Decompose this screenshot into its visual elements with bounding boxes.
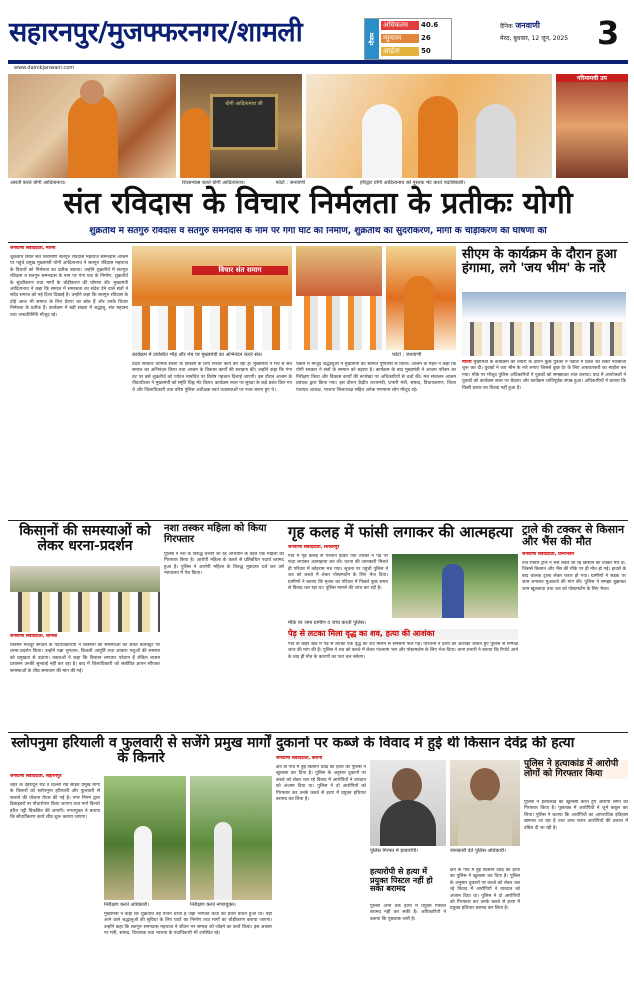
side-tag: गरिमामयी उप [556, 74, 628, 82]
arrest-headline: पुलिस ने हत्याकांड में आरोपी लोगों को गिरफ्तार किया [524, 760, 628, 779]
jai-bhim-body [462, 360, 626, 518]
photo-caption: निरीक्षण करते नगरायुक्त। [190, 902, 236, 908]
banner: विचार संत समाग [192, 266, 288, 275]
lead-subhead: शुक्रतीर्थ में सतगुरु रविदास व सतगुरु समनदास के नाम पर गंगा घाट का निर्माण, शुक्रतीर्थ का सुंदरीकरण, मार्गों के चौड़ीकरण की घोषणा की [89, 227, 547, 236]
weather-value: 40.6 [421, 21, 439, 29]
farmers-headline: किसानों की समस्याओं को लेकर धरना-प्रदर्शन [19, 523, 151, 555]
section-divider [8, 520, 628, 521]
person-figure [476, 104, 516, 178]
photo-aarti [8, 74, 176, 178]
greenery-more: मुख्यमंत्री ने कहा कि शुक्रतीर्थ वह पावन धरती है जहां भागवत कथा का प्रथम वाचन हुआ था। यहां आने वाले श्रद्धालुओं की सुविधा के लिए घाटों का निर्माण तथा मार्गों का चौड़ीकरण कराया जाएगा। उन्होंने कहा कि सतगुरु समनदास महाराज ने जीवन भर समाज को जोड़ने का कार्य किया। इस अवसर पर मंत्री, सांसद, विधायक तथा भाजपा के पदाधिकारी भी उपस्थित रहे। [104, 912, 272, 937]
paper-name: जनवाणी [515, 21, 540, 30]
person-figure [418, 96, 458, 178]
murder-sub-body: पुलिस अभी तक हत्या में प्रयुक्त पिस्टल बरामद नहीं कर सकी है। अधिकारियों ने बताया कि पूछताछ जारी है। [370, 904, 446, 922]
greenery-byline-row [10, 774, 100, 782]
crowd [296, 296, 382, 350]
photo-book-gift [306, 74, 552, 178]
weather-tag [365, 19, 379, 59]
murder-sub-headline: हत्यारोपी से हत्या में प्रयुक्त पिस्टल नहीं हो सका बरामद [370, 867, 433, 894]
photo-suicide [392, 554, 518, 618]
photo-side [556, 74, 628, 178]
photo-caption: निरीक्षण करते अधिकारी। [104, 902, 150, 908]
greenery-body: शहर के देहरादून रोड व दिल्ली रोड सहित प्रमुख मार्गों के किनारों को स्लोपनुमा हरियाली और फुलवारी से सजाने की योजना तैयार की गई है। नगर निगम द्वारा डिवाइडरों पर पौधारोपण किया जाएगा तथा मार्ग किनारे हरित पट्टी विकसित की जाएगी। नगरायुक्त ने बताया कि सौंदर्यीकरण कार्य शीघ्र शुरू कराया जाएगा। [10, 783, 100, 821]
person-head [470, 768, 500, 802]
person-figure [134, 826, 152, 900]
weather-value: 50 [421, 47, 431, 55]
accident-byline: जनवाणी संवाददाता, थानाभवन [522, 552, 575, 557]
photo-jai-bhim [462, 292, 626, 356]
photo-murder-accused [370, 760, 446, 846]
lead-headline: संत रविदास के विचार निर्मलता के प्रतीकः योगी [63, 186, 573, 221]
woman-body: पुलिस ने नशे के विरुद्ध चलाए जा रहे अभियान के तहत एक महिला को गिरफ्तार किया है। आरोपी महिला के कब्जे से प्रतिबंधित पदार्थ बरामद हुआ है। पुलिस ने आरोपी महिला के विरुद्ध मुकदमा दर्ज कर उसे न्यायालय में पेश किया। [164, 552, 284, 577]
suicide-sub-headline: पेड़ से लटका मिला वृद्ध का शव, हत्या की आशंका [288, 629, 518, 640]
person-figure [442, 564, 464, 618]
lead-side-body: पंडाल में मौजूद श्रद्धालुओं ने मुख्यमंत्री का स्वागत पुष्पवर्षा से किया। आश्रम के महंत ने कहा कि योगी सरकार ने संतों के सम्मान को बढ़ाया है। कार्यक्रम के बाद मुख्यमंत्री ने आश्रम परिसर का निरीक्षण किया और विकास कार्यों की रूपरेखा पर अधिकारियों से चर्चा की। मंच संचालन आश्रम प्रबंधक द्वारा किया गया। इस दौरान केंद्रीय राज्यमंत्री, प्रभारी मंत्री, सांसद, विधायकगण, जिला पंचायत अध्यक्ष, भाजपा जिलाध्यक्ष सहित अनेक गणमान्य लोग मौजूद रहे। [296, 362, 456, 393]
photo-caption: शिलान्यास करते योगी आदित्यनाथ। [182, 180, 245, 186]
farmers-byline: जनवाणी संवाददाता, शामली [10, 634, 58, 639]
person-figure [214, 822, 232, 900]
photo-foundation [180, 74, 302, 178]
photo-lead-event [132, 246, 292, 350]
crowd [462, 322, 626, 356]
crowd [132, 306, 292, 350]
masthead [0, 0, 634, 72]
murder-byline: जनवाणी संवाददाता, कैराना [276, 756, 323, 761]
suicide-byline-row [288, 545, 518, 553]
masthead-rule [8, 60, 628, 64]
farmers-byline-row [10, 634, 160, 642]
photo-caption: हरिद्वार योगी आदित्यनाथ को पुस्तक भेंट करते पदाधिकारी। [360, 180, 466, 186]
photo-caption: मौके पर जमा ग्रामीण व जांच करती पुलिस। [288, 620, 366, 626]
photo-murder-officer [450, 760, 520, 846]
paper-brand [500, 20, 540, 31]
weather-box [364, 18, 452, 60]
photo-greenery-2 [190, 776, 272, 900]
weather-label: न्यूनतम [381, 34, 419, 43]
photo-caption: कार्यक्रम में उपस्थित भीड़ और मंच पर मुख्यमंत्री का अभिनंदन करते संत। [132, 352, 263, 358]
greenery-headline: स्लोपनुमा हरियाली व फुलवारी से सजेंगे प्रमुख मार्गों के किनारे [11, 735, 271, 767]
murder-body: क्षेत्र के गांव में हुई किसान देवेंद्र की हत्या का पुलिस ने खुलासा कर दिया है। पुलिस के अनुसार दुकानों पर कब्जे को लेकर चल रहे विवाद में आरोपियों ने वारदात को अंजाम दिया था। पुलिस ने दो आरोपियों को गिरफ्तार कर उनके कब्जे से हत्या में प्रयुक्त हथियार बरामद कर लिया है। [276, 765, 366, 803]
accident-headline: ट्राले की टक्कर से किसान और भैंस की मौत [522, 523, 625, 548]
weather-row [381, 47, 449, 59]
weather-tag-label: मौसम [369, 32, 376, 46]
suicide-body: गांव में गृह कलह से परेशान होकर एक व्यक्ति ने पेड़ पर फंदा लगाकर आत्महत्या कर ली। घटना की जानकारी मिलते ही परिवार में कोहराम मच गया। सूचना पर पहुंची पुलिस ने शव को कब्जे में लेकर पोस्टमार्टम के लिए भेज दिया। ग्रामीणों ने बताया कि मृतक का परिवार में पिछले कुछ समय से विवाद चल रहा था। पुलिस मामले की जांच कर रही है। [288, 554, 388, 592]
weather-row [381, 34, 449, 46]
murder-more: क्षेत्र के गांव में हुई किसान देवेंद्र की हत्या का पुलिस ने खुलासा कर दिया है। पुलिस के अनुसार दुकानों पर कब्जे को लेकर चल रहे विवाद में आरोपियों ने वारदात को अंजाम दिया था। पुलिस ने दो आरोपियों को गिरफ्तार कर उनके कब्जे से हत्या में प्रयुक्त हथियार बरामद कर लिया है। [450, 868, 520, 912]
murder-byline-row [276, 756, 366, 764]
person-figure [458, 800, 512, 846]
photo-credit: फोटो : जनवाणी [392, 352, 422, 358]
dateline: मेरठ, बुधवार, 12 जून, 2025 [500, 35, 569, 42]
lead-byline-text: जनवाणी संवाददाता, मोरना [10, 246, 56, 251]
website: www.dainikjanwani.com [14, 65, 75, 71]
suicide-sub-body: गांव के बाहर खेत में पेड़ से लटका एक वृद्ध का शव मिलने से सनसनी फैल गई। परिजनों ने हत्या की आशंका जताते हुए पुलिस से निष्पक्ष जांच की मांग की है। पुलिस ने शव को कब्जे में लेकर पंचनामा भरा और पोस्टमार्टम के लिए भेज दिया। थाना प्रभारी ने बताया कि रिपोर्ट आने के बाद ही मौत के कारणों का पता चल सकेगा। [288, 642, 518, 660]
weather-row [381, 21, 449, 33]
weather-label: अधिकतम [381, 21, 419, 30]
suicide-byline: जनवाणी संवाददाता, शिकारपुर [288, 545, 340, 550]
section-divider [8, 242, 628, 243]
plaque-text: योगी आदित्यनाथ जी [225, 101, 263, 107]
jai-bhim-byline: मोरना [462, 360, 472, 365]
photo-greenery-1 [104, 776, 186, 900]
paper-prefix: दैनिक [500, 23, 513, 30]
page-title: सहारनपुर/मुजफ्फरनगर/शामली [9, 17, 303, 48]
person-head [80, 80, 104, 104]
photo-caption: जानकारी देते पुलिस अधिकारी। [450, 848, 506, 854]
photo-lead-stage [296, 246, 382, 350]
crowd [10, 592, 160, 632]
farmers-body: किसान मजदूर संगठन के पदाधिकारियों ने किसानों की समस्याओं को लेकर कलेक्ट्रेट पर धरना-प्रदर्शन किया। उन्होंने गन्ना भुगतान, बिजली आपूर्ति तथा आवारा पशुओं की समस्या को प्रमुखता से उठाया। वक्ताओं ने कहा कि किसान लगातार परेशान हैं लेकिन शासन प्रशासन उनकी सुनवाई नहीं कर रहा है। बाद में जिलाधिकारी को संबोधित ज्ञापन सौंपकर समस्याओं के शीघ्र समाधान की मांग की गई। [10, 643, 160, 674]
person-figure [404, 276, 434, 350]
plaque [210, 94, 278, 150]
lead-body: प्रदेश सरकार धार्मिक स्थलों के विकास के लिए निरंतर कार्य कर रही है। मुख्यमंत्री ने मंच से संत समाज का अभिनंदन किया तथा आश्रम के विकास कार्यों की सराहना की। उन्होंने कहा कि गंगा तट पर बसे शुक्रतीर्थ को पर्यटन मानचित्र पर विशेष पहचान दिलाई जाएगी। इस दौरान आश्रम के पीठाधीश्वर ने मुख्यमंत्री को स्मृति चिह्न भेंट किया। कार्यक्रम स्थल पर सुरक्षा के कड़े प्रबंध किए गए थे और जिलाधिकारी तथा वरिष्ठ पुलिस अधीक्षक स्वयं व्यवस्थाओं पर नजर बनाए हुए थे। [132, 362, 292, 393]
weather-value: 26 [421, 34, 431, 42]
person-figure [362, 104, 402, 178]
woman-headline: नशा तस्कर महिला को किया गिरफ्तार [164, 523, 267, 545]
section-divider [8, 732, 628, 733]
murder-headline: दुकानों पर कब्जे के विवाद में हुई थी किसान देवेंद्र की हत्या [276, 736, 575, 751]
photo-credit: फोटो : जनवाणी [275, 180, 305, 186]
lead-body: शुक्रतीर्थ स्थित संत शिरोमणि सतगुरु रविदास महाराज समनदास आश्रम पर पहुंचे प्रमुख मुख्यमंत्री योगी आदित्यनाथ ने सतगुरु रविदास महाराज के विचारों को निर्मलता का प्रतीक बताया। उन्होंने शुक्रतीर्थ में सतगुरु रविदास व सतगुरु समनदास के नाम पर गंगा घाट के निर्माण, शुक्रतीर्थ के सुंदरीकरण तथा मार्गों के चौड़ीकरण की घोषणा की। मुख्यमंत्री आदित्यनाथ ने कहा कि समाज में समरसता का संदेश देने वाले संतों ने सदैव समाज को नई दिशा दिखाई है। उन्होंने कहा कि सतगुरु रविदास के दोहे आज भी समाज के लिए प्रेरणा का स्रोत हैं और उनके विचार निर्मलता के प्रतीक हैं। कार्यक्रम में बड़ी संख्या में श्रद्धालु, संत महात्मा तथा जनप्रतिनिधि मौजूद रहे। [10, 255, 128, 318]
photo-caption: आरती करते योगी आदित्यनाथ। [10, 180, 66, 186]
arrest-box [524, 760, 628, 984]
weather-label: आर्द्रता [381, 47, 419, 56]
jai-bhim-text: मुख्यमंत्री के कार्यक्रम की तैयारी के दौरान कुछ युवकों ने पंडाल में प्रवेश को लेकर नारेबाजी शुरू कर दी। युवकों ने जय भीम के नारे लगाए जिससे कुछ देर के लिए अफरातफरी का माहौल बन गया। मौके पर मौजूद पुलिस अधिकारियों ने युवकों को समझाकर शांत कराया। बाद में आयोजकों ने युवकों को कार्यक्रम स्थल पर बैठाया और कार्यक्रम शांतिपूर्वक संपन्न हुआ। अधिकारियों ने बताया कि किसी प्रकार का विवाद नहीं हुआ है। [462, 360, 626, 391]
photo-farmers [10, 566, 160, 632]
arrest-body: पुलिस ने हत्याकांड का खुलासा करते हुए आरोपी लोगों को गिरफ्तार किया है। पूछताछ में आरोपियों ने जुर्म कबूल कर लिया। पुलिस ने बताया कि आरोपियों का आपराधिक इतिहास खंगाला जा रहा है तथा अन्य फरार आरोपियों की तलाश में दबिश दी जा रही है। [524, 800, 628, 831]
photo-lead-right [386, 246, 456, 350]
photo-caption: पुलिस गिरफ्त में हत्यारोपी। [370, 848, 419, 854]
accident-body: तेज रफ्तार ट्राले ने भैंस लेकर जा रहे किसान को टक्कर मार दी, जिससे किसान और भैंस की मौके पर ही मौत हो गई। हादसे के बाद चालक ट्राला लेकर फरार हो गया। ग्रामीणों ने सड़क पर जाम लगाकर मुआवजे की मांग की। पुलिस ने समझा बुझाकर जाम खुलवाया तथा शव को पोस्टमार्टम के लिए भेजा। [522, 561, 626, 592]
greenery-byline: जनवाणी संवाददाता, सहारनपुर [10, 774, 62, 779]
person-figure [180, 108, 210, 178]
page-number: 3 [597, 14, 620, 52]
jai-bhim-headline: सीएम के कार्यक्रम के दौरान हुआ हंगामा, लगे 'जय भीम' के नारे [462, 247, 617, 277]
person-figure [68, 94, 118, 178]
lead-byline [10, 246, 128, 254]
person-figure [380, 800, 436, 846]
person-head [392, 768, 422, 802]
suicide-headline: गृह कलह में फांसी लगाकर की आत्महत्या [288, 523, 513, 541]
accident-byline-row [522, 552, 626, 560]
